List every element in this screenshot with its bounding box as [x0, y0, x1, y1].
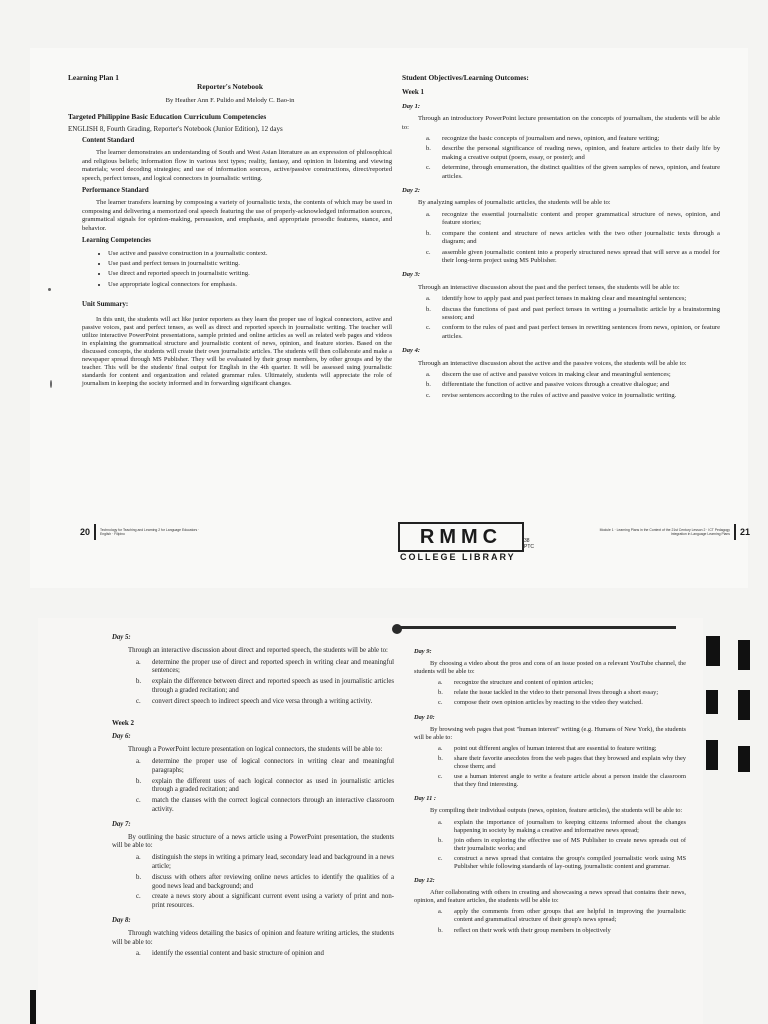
objective-marker: a. — [136, 658, 141, 666]
objective-marker: c. — [136, 893, 141, 901]
page-number: 21 — [740, 527, 751, 537]
objective-marker: c. — [136, 797, 141, 805]
competency-item: • Use direct and reported speech in journalistic writing. — [108, 270, 392, 278]
footer-note: Module 1 · Learning Plans in the Context of the 21st Century Lesson 2 · ICT Pedagogy Integration in Language Learning Plans — [599, 527, 730, 536]
page-21 — [402, 74, 720, 402]
objective-marker: a. — [438, 744, 443, 752]
day-intro: Through an interactive discussion about the past and the perfect tenses, the students will be able to: — [418, 283, 680, 291]
objective-marker: b. — [438, 836, 443, 844]
page-20 — [68, 74, 392, 388]
unit-summary-heading: Unit Summary: — [82, 301, 129, 309]
objective-marker: b. — [136, 873, 142, 881]
objective-item — [438, 837, 686, 853]
objective-item — [438, 689, 686, 697]
objective-text: discuss with others after reviewing online news articles to identify the qualities of a good news lead and background; and — [152, 873, 394, 890]
objective-marker: c. — [426, 391, 431, 399]
objective-text: conform to the rules of past and past perfect tenses in rewriting sentences from news, opinion, or feature articles. — [442, 324, 720, 340]
plan-title: Reporter's Notebook — [197, 82, 263, 92]
competency-item: • Use active and passive construction in a journalistic context. — [108, 250, 392, 258]
page-tab — [706, 690, 718, 714]
day-intro: After collaborating with others in creating and showcasing a news spread that contains their news, opinion, and feature articles, the students will be able to: — [414, 889, 686, 905]
day-list — [112, 634, 394, 707]
objective-marker: c. — [426, 248, 431, 256]
stamp-sub-text: COLLEGE LIBRARY — [400, 550, 522, 562]
day-intro: Through a PowerPoint lecture presentation on logical connectors, the students will be able to: — [128, 746, 383, 754]
objective-item — [438, 699, 686, 707]
objective-marker: c. — [438, 854, 443, 862]
objective-text: point out different angles of human interest that are essential to feature writing; — [454, 744, 657, 752]
day-label: Day 7: — [112, 820, 131, 828]
day-label: Day 2: — [402, 187, 421, 195]
objective-marker: a. — [426, 210, 431, 218]
page-tab — [738, 690, 750, 720]
objective-item — [136, 797, 394, 815]
objective-item — [426, 324, 720, 341]
day-label: Day 9: — [414, 648, 432, 655]
page-23 — [414, 642, 686, 937]
footer-divider — [734, 524, 736, 540]
objective-text: recognize the structure and content of opinion articles; — [454, 679, 594, 687]
objective-list — [426, 371, 720, 400]
week-label: Week 2 — [112, 718, 134, 727]
scan-speck — [48, 288, 51, 291]
footer-note: Technology for Teaching and Learning 2 for Language Educators · English · Filipino — [100, 527, 200, 536]
page-tab — [738, 640, 750, 670]
objective-marker: a. — [426, 295, 431, 303]
objective-text: compare the content and structure of news articles with the two other journalistic texts through a diagram; and — [442, 229, 720, 246]
day-label: Day 10: — [414, 713, 435, 721]
page-number: 20 — [80, 527, 91, 537]
objective-item — [426, 295, 720, 303]
objective-marker: c. — [426, 164, 431, 172]
objective-item — [136, 678, 394, 696]
objective-item — [438, 755, 686, 771]
objective-list — [426, 295, 720, 341]
library-stamp — [398, 522, 534, 562]
objective-text: identify the essential content and basic structure of opinion and — [152, 950, 324, 958]
day-label: Day 6: — [112, 733, 131, 741]
objective-text: recognize the basic concepts of journalism and news, opinion, and feature writing; — [442, 135, 660, 143]
day-label: Day 8: — [112, 916, 131, 924]
objective-text: explain the importance of journalism to keeping citizens informed about the changes happening in society by making a creative and informative news spread; — [454, 818, 686, 834]
objective-marker: c. — [438, 699, 443, 707]
objective-text: recognize the essential journalistic content and proper grammatical structure of news, opinion, and feature stories; — [442, 210, 720, 227]
objective-item — [426, 135, 720, 143]
objective-marker: b. — [136, 678, 142, 686]
objective-text: determine the proper use of direct and reported speech in writing clear and meaningful sentences; — [152, 658, 394, 675]
objective-item — [426, 230, 720, 247]
objective-marker: a. — [136, 854, 141, 862]
objective-text: relate the issue tackled in the video to their personal lives through a short essay; — [454, 689, 659, 697]
stamp-date: 38 PTC — [524, 538, 534, 550]
objective-marker: b. — [438, 926, 443, 934]
day-intro: By compiling their individual outputs (news, opinion, feature articles), the students will be able to: — [430, 807, 683, 815]
objective-item — [426, 392, 720, 400]
objective-item — [136, 659, 394, 677]
objective-text: share their favorite anecdotes from the web pages that they browsed and explain why they chose them; and — [454, 754, 686, 771]
objective-item — [426, 371, 720, 379]
objective-item — [136, 874, 394, 892]
plan-label: Learning Plan 1 — [68, 73, 119, 82]
objective-text: explain the different uses of each logical connector as used in journalistic articles through a graded recitation; and — [152, 777, 394, 794]
top-spread — [30, 48, 751, 588]
objective-list — [438, 908, 686, 934]
competency-item: • Use appropriate logical connectors for emphasis. — [108, 281, 392, 289]
objective-marker: b. — [426, 305, 431, 313]
objective-text: determine the proper use of logical connectors in writing clear and meaningful paragraphs; — [152, 757, 394, 774]
page-22 — [112, 628, 394, 961]
objective-item — [426, 249, 720, 266]
objective-item — [426, 381, 720, 389]
objective-item — [426, 164, 720, 181]
objective-marker: b. — [426, 229, 431, 237]
objective-list — [438, 679, 686, 707]
page-tab — [706, 636, 720, 666]
page-edge-shadow — [396, 626, 676, 629]
unit-summary-text: In this unit, the students will act like junior reporters as they learn the proper use of logical connectors, active and passive voices, past and perfect tenses, as well as direct and reported speech in journalistic writing. The teacher will utilize interactive PowerPoint presentations, sample printed and online articles as well as related web pages and videos in explaining the grammatical structure and journalistic content of news, opinion, and feature stories. Based on the discussed concepts, the students will create their own journalistic articles. The students will then collaborate and make a newspaper spread through MS Publisher. They will be evaluated by their group members, by other groups and by the teacher. This will be the students' final output for English in the 4th quarter. It will be assessed using journalistic standards for content and organization and related grammar rules. Ultimately, students will appreciate the role of journalism in keeping the society informed and in forwarding significant changes. — [82, 315, 392, 388]
objective-marker: b. — [438, 754, 443, 762]
plan-authors: By Heather Ann F. Pulido and Melody C. Bao-in — [165, 96, 295, 104]
objective-marker: a. — [438, 908, 443, 916]
content-standard-heading: Content Standard — [82, 137, 135, 145]
objective-item — [136, 778, 394, 796]
page-tab — [738, 746, 750, 772]
grade-line: ENGLISH 8, Fourth Grading, Reporter's Notebook (Junior Edition), 12 days — [68, 124, 283, 133]
objective-item — [438, 679, 686, 687]
objective-item — [438, 819, 686, 835]
day-intro: By choosing a video about the pros and cons of an issue posted on a relevant YouTube channel, the students will be able to: — [414, 660, 686, 676]
week-label: Week 1 — [402, 88, 424, 97]
objective-text: apply the comments from other groups that are helpful in improving the journalistic content and grammatical structure of their group's news spread; — [454, 908, 686, 924]
day-list — [112, 733, 394, 959]
performance-standard-text: The learner transfers learning by composing a variety of journalistic texts, the contents of which may be used in composing and delivering a memorized oral speech featuring the use of properly-acknowledged information sources, grammatical signals for opinion-making, persuasion, and emphasis, and appropriate prosodic features, stance, and behavior. — [82, 199, 392, 232]
objective-text: match the clauses with the correct logical connectors through an interactive classroom activity. — [152, 797, 394, 813]
objective-list — [136, 758, 394, 815]
objective-marker: c. — [136, 697, 141, 705]
scan-speck — [50, 380, 52, 388]
objective-text: explain the difference between direct and reported speech as used in journalistic articles through a graded recitation; and — [152, 678, 394, 694]
objective-item — [136, 758, 394, 776]
day-intro: By outlining the basic structure of a news article using a PowerPoint presentation, the students will be able to: — [112, 833, 394, 850]
objective-text: describe the personal significance of reading news, opinion, and feature articles to their daily life by making a creative output (poem, essay, or poster); and — [442, 145, 720, 161]
objective-item — [426, 145, 720, 162]
objective-item — [136, 893, 394, 911]
day-label: Day 4: — [402, 347, 421, 355]
objective-item — [426, 306, 720, 323]
day-label: Day 1: — [402, 102, 421, 110]
objective-text: determine, through enumeration, the distinct qualities of the given samples of news, opinion, and feature articles. — [442, 164, 720, 180]
objective-marker: c. — [426, 324, 431, 332]
objective-text: differentiate the function of active and passive voices through a creative dialogue; and — [442, 381, 670, 389]
objective-text: use a human interest angle to write a feature article about a person inside the classroom that they find interesting. — [454, 773, 686, 789]
objective-list — [426, 135, 720, 181]
objective-item — [426, 211, 720, 228]
day-intro: Through an introductory PowerPoint lecture presentation on the concepts of journalism, the students will be able to: — [402, 115, 720, 131]
objective-text: assemble given journalistic content into a properly structured news spread that will serve as a model for their long-term project using MS Publisher. — [442, 248, 720, 264]
objective-item — [136, 854, 394, 872]
competency-list — [108, 250, 392, 290]
competencies-heading: Targeted Philippine Basic Education Curriculum Competencies — [68, 112, 267, 122]
page-21-footer — [590, 524, 750, 540]
day-intro: Through watching videos detailing the basics of opinion and feature writing articles, the students will be able to: — [112, 929, 394, 946]
competency-item: • Use past and perfect tenses in journalistic writing. — [108, 260, 392, 268]
footer-divider — [94, 524, 96, 540]
objective-marker: b. — [426, 145, 431, 153]
objective-text: identify how to apply past and past perfect tenses in making clear and meaningful sentences; — [442, 295, 687, 303]
learning-competencies-heading: Learning Competencies — [82, 237, 151, 245]
content-standard-text: The learner demonstrates an understanding of South and West Asian literature as an expression of philosophical and religious beliefs; information flow in various text types; reality, fantasy, and opinion in listening and viewing materials; word decoding strategies; and use of information sources, active/passive constructions, direct/reported speech, perfect tenses, and logical connectors in journalistic writing. — [82, 149, 392, 182]
objective-list — [426, 211, 720, 265]
objective-marker: b. — [426, 381, 431, 389]
day-label: Day 11 : — [414, 795, 437, 803]
day-list — [402, 103, 720, 400]
day-label: Day 5: — [112, 634, 131, 641]
objectives-heading: Student Objectives/Learning Outcomes: — [402, 73, 529, 82]
objective-marker: a. — [426, 135, 431, 143]
objective-text: join others in exploring the effective use of MS Publisher to create news spreads out of their journalistic works; and — [454, 836, 686, 852]
day-intro: Through an interactive discussion about the active and the passive voices, the students will be able to: — [418, 359, 687, 367]
day-intro: By analyzing samples of journalistic articles, the students will be able to: — [418, 199, 611, 207]
objective-list — [438, 819, 686, 872]
objective-text: distinguish the steps in writing a primary lead, secondary lead and background in a news article; — [152, 854, 394, 870]
stamp-box — [398, 522, 524, 552]
objective-list — [438, 745, 686, 789]
page-tab — [706, 740, 718, 770]
bottom-spread — [38, 618, 703, 1024]
objective-marker: a. — [136, 950, 141, 958]
objective-text: revise sentences according to the rules of active and passive voice in journalistic writing. — [442, 391, 677, 399]
objective-text: reflect on their work with their group members in objectively — [454, 926, 611, 934]
objective-text: construct a news spread that contains the group's compiled journalistic work using MS Publisher while following standards of lay-outing, journalistic content and grammar. — [454, 854, 686, 870]
objective-text: create a news story about a significant current event using a variety of print and non-print resources. — [152, 893, 394, 910]
page-20-footer — [80, 524, 210, 540]
objective-list — [136, 659, 394, 707]
day-label: Day 3: — [402, 271, 421, 279]
objective-item — [438, 773, 686, 789]
objective-marker: c. — [438, 773, 443, 781]
day-label: Day 12: — [414, 877, 435, 885]
objective-item — [136, 950, 394, 959]
objective-list — [136, 854, 394, 911]
objective-marker: a. — [136, 757, 141, 765]
objective-text: discern the use of active and passive voices in making clear and meaningful sentences; — [442, 370, 671, 378]
stamp-main-text: RMMC — [419, 525, 503, 548]
objective-item — [438, 908, 686, 924]
objective-marker: b. — [438, 689, 443, 697]
objective-item — [438, 855, 686, 871]
objective-item — [438, 745, 686, 753]
day-intro: By browsing web pages that post "human interest" writing (e.g. Humans of New York), the students will be able to: — [414, 725, 686, 741]
objective-marker: b. — [136, 777, 142, 785]
objective-marker: a. — [426, 370, 431, 378]
objective-text: convert direct speech to indirect speech and vice versa through a writing activity. — [152, 697, 373, 705]
objective-list — [136, 950, 394, 959]
day-intro: Through an interactive discussion about direct and reported speech, the students will be able to: — [128, 646, 388, 654]
performance-standard-heading: Performance Standard — [82, 187, 149, 195]
objective-item — [438, 927, 686, 935]
objective-marker: a. — [438, 679, 443, 687]
day-list — [414, 648, 686, 935]
page-tab — [30, 990, 36, 1024]
objective-item — [136, 698, 394, 707]
objective-marker: a. — [438, 818, 443, 826]
objective-text: discuss the functions of past and past perfect tenses in writing a journalistic article by a brainstorming session; and — [442, 305, 720, 321]
objective-text: compose their own opinion articles by reacting to the video they watched. — [454, 699, 643, 707]
